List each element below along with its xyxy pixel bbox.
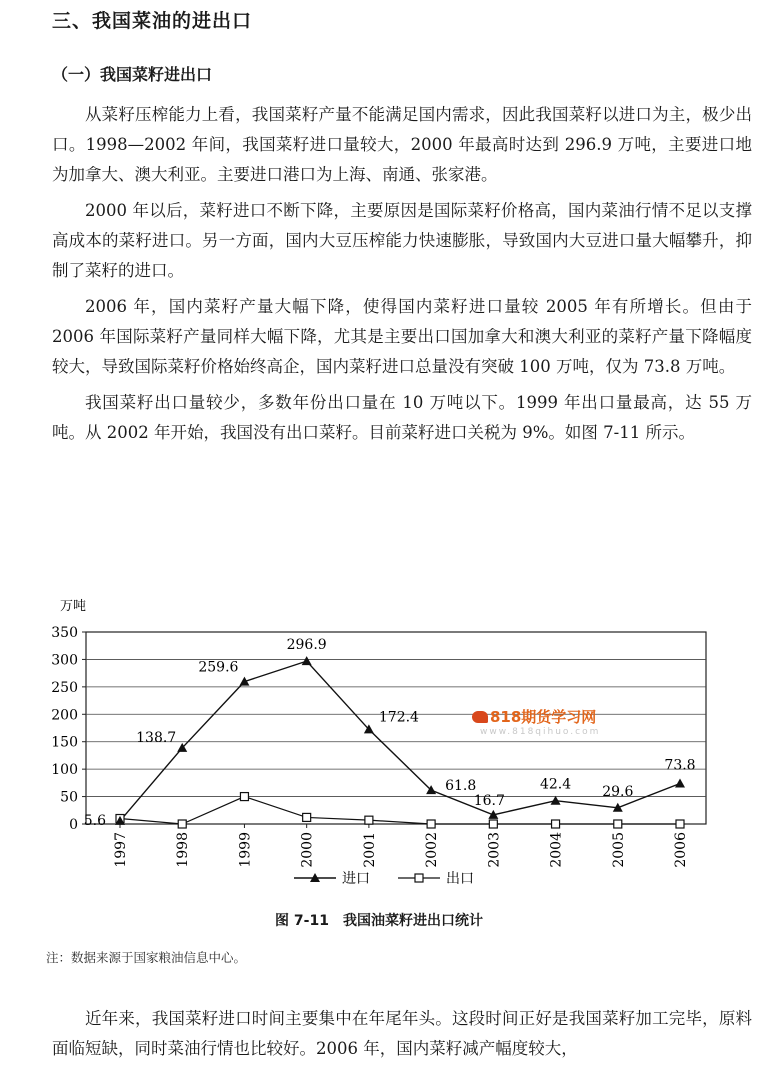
x-tick-label: 1997: [113, 832, 129, 868]
paragraph-2: 2000 年以后，菜籽进口不断下降，主要原因是国际菜籽价格高，国内菜油行情不足以支撑高成本的菜籽进口。另一方面，国内大豆压榨能力快速膨胀，导致国内大豆进口量大幅攀升，抑制了菜籽的进口。: [52, 201, 752, 280]
x-tick-label: 1999: [237, 832, 254, 868]
section-title: 三、我国菜油的进出口: [52, 10, 253, 32]
y-tick-label: 200: [51, 707, 78, 724]
import-data-label: 42.4: [539, 776, 572, 793]
import-data-label: 172.4: [378, 709, 419, 726]
x-tick-label: 2001: [361, 832, 378, 868]
x-tick-label: 2004: [548, 832, 565, 868]
legend-export-label: 出口: [446, 871, 474, 887]
import-data-label: 16.7: [473, 792, 505, 809]
watermark-text: 818期货学习网: [490, 708, 597, 726]
import-export-chart: [36, 590, 736, 900]
paragraph-5: 近年来，我国菜籽进口时间主要集中在年尾年头。这段时间正好是我国菜籽加工完毕，原料面临短缺，同时菜油行情也比较好。2006 年，国内菜籽减产幅度较大，: [52, 1009, 752, 1058]
figure-note: 注：数据来源于国家粮油信息中心。: [46, 950, 247, 965]
export-line: [120, 797, 680, 824]
x-tick-label: 1998: [175, 832, 192, 868]
paragraph-3: 2006 年，国内菜籽产量大幅下降，使得国内菜籽进口量较 2005 年有所增长。但由于 2006 年国际菜籽产量同样大幅下降，尤其是主要出口国加拿大和澳大利亚的菜籽产量下降幅度较大，导致国际菜籽价格始终高企，国内菜籽进口总量没有突破 100 万吨，仅为 73.8 万吨。: [52, 297, 752, 376]
import-data-label: 138.7: [136, 729, 177, 746]
x-tick-label: 2000: [299, 832, 316, 868]
import-data-label: 61.8: [445, 778, 477, 795]
export-point: [178, 820, 186, 828]
y-tick-label: 300: [51, 652, 78, 669]
export-point: [365, 816, 373, 824]
paragraph-4: 我国菜籽出口量较少，多数年份出口量在 10 万吨以下。1999 年出口量最高，达 55 万吨。从 2002 年开始，我国没有出口菜籽。目前菜籽进口关税为 9%。如图 7-11 所示。: [52, 393, 752, 442]
figure-caption: 图 7-11 我国油菜籽进出口统计: [275, 913, 483, 929]
y-tick-label: 100: [51, 762, 78, 779]
x-tick-label: 2003: [486, 832, 503, 868]
import-data-label: 29.6: [602, 783, 634, 800]
legend-export-marker: [415, 874, 423, 882]
subsection-title: （一）我国菜籽进出口: [52, 65, 213, 84]
y-tick-label: 0: [69, 817, 78, 833]
bottom-text: [52, 1004, 752, 1070]
y-tick-label: 50: [60, 789, 78, 806]
y-tick-label: 350: [51, 625, 78, 641]
export-point: [303, 813, 311, 821]
flame-logo-icon: [472, 711, 488, 723]
y-tick-label: 150: [51, 734, 78, 751]
paragraph-1: 从菜籽压榨能力上看，我国菜籽产量不能满足国内需求，因此我国菜籽以进口为主，极少出口。1998—2002 年间，我国菜籽进口量较大，2000 年最高时达到 296.9 万吨，主要进口地为加拿大、澳大利亚。主要进口港口为上海、南通、张家港。: [52, 105, 752, 184]
x-tick-label: 2005: [610, 832, 627, 868]
import-data-label: 5.6: [83, 812, 106, 829]
x-tick-label: 2002: [424, 832, 441, 868]
export-point: [552, 820, 560, 828]
import-point: [675, 779, 685, 788]
watermark-url: www.818qihuo.com: [480, 727, 601, 737]
import-data-label: 73.8: [664, 757, 696, 774]
chart-svg: [36, 590, 736, 900]
export-point: [240, 793, 248, 801]
export-point: [676, 820, 684, 828]
export-point: [614, 820, 622, 828]
export-point: [489, 820, 497, 828]
import-data-label: 259.6: [198, 659, 239, 676]
legend-import-label: 进口: [342, 871, 370, 887]
watermark: [472, 706, 600, 737]
import-point: [302, 656, 312, 665]
import-point: [551, 796, 561, 805]
y-axis-unit: 万吨: [60, 599, 87, 614]
y-tick-label: 250: [51, 679, 78, 696]
x-tick-label: 2006: [673, 832, 689, 868]
body-text: [52, 100, 752, 454]
import-data-label: 296.9: [286, 637, 327, 654]
export-point: [427, 820, 435, 828]
